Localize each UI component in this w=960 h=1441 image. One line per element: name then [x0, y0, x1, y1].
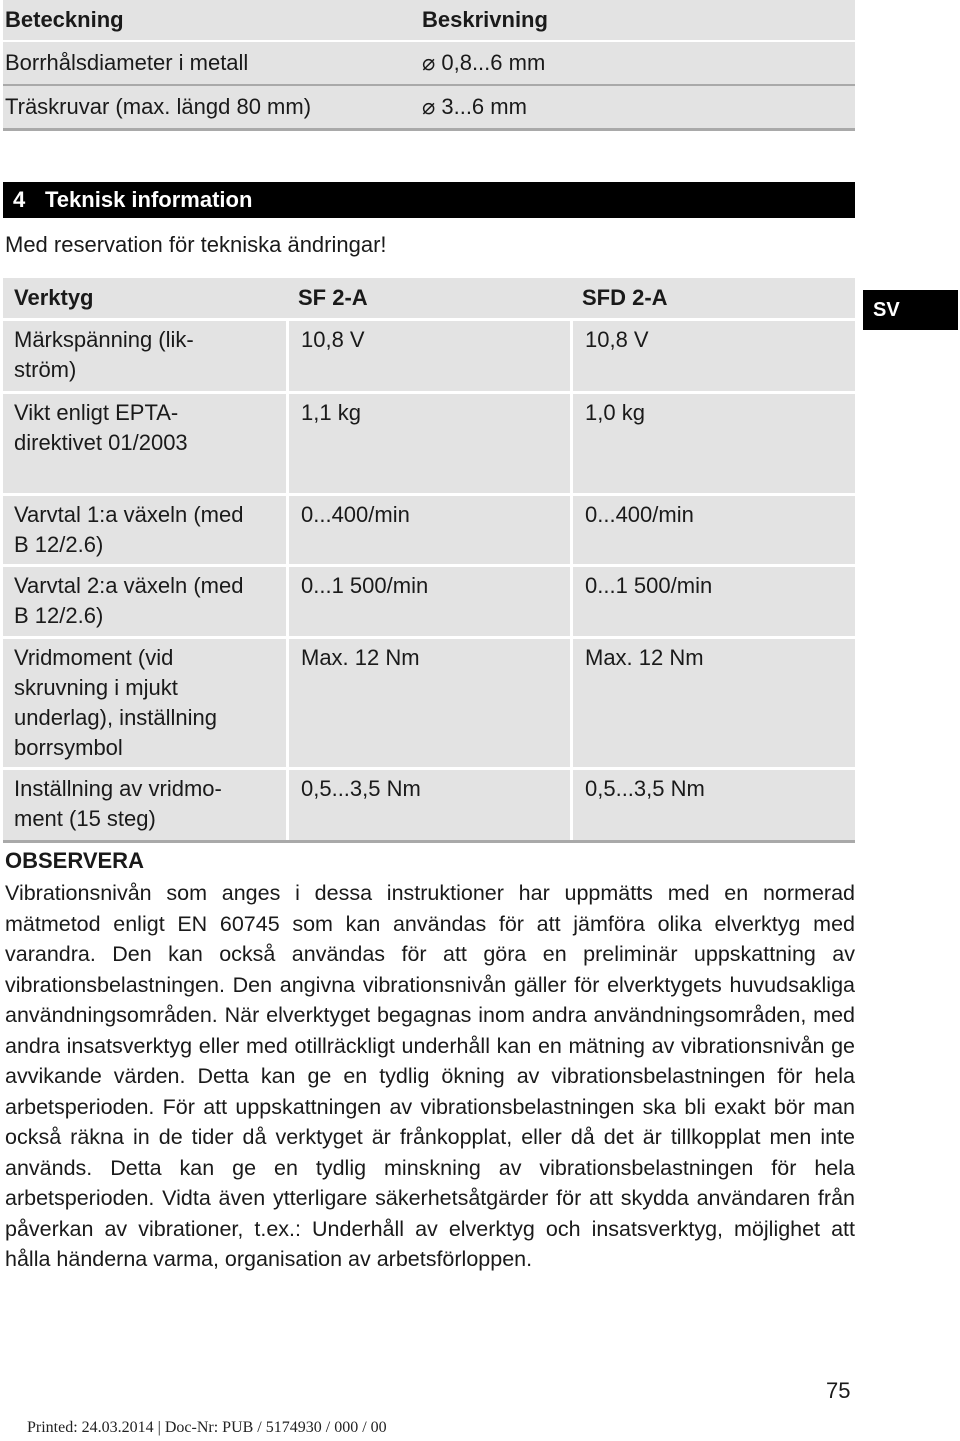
spec-value-sf: 0...400/min — [286, 496, 570, 564]
spec-label: Vikt enligt EPTA-direktivet 01/2003 — [14, 400, 188, 455]
spec-value-sf: 0,5...3,5 Nm — [286, 770, 570, 840]
header-designation: Beteckning — [5, 7, 124, 32]
row-label: Träskruvar (max. längd 80 mm) — [5, 94, 312, 119]
spec-value-sf: 1,1 kg — [286, 394, 570, 493]
technical-data-header — [3, 278, 855, 321]
spec-label: Vridmoment (vid skruvning i mjukt underlag), inställning borrsymbol — [14, 645, 218, 760]
spec-value-sf: 10,8 V — [286, 321, 570, 391]
designation-table — [3, 0, 855, 131]
spec-value-sfd: 0...400/min — [570, 496, 855, 564]
spec-label: Inställning av vridmo- ment (15 steg) — [14, 776, 222, 831]
section-title: Teknisk information — [45, 187, 253, 212]
note-title: OBSERVERA — [5, 848, 144, 873]
print-footer: Printed: 24.03.2014 | Doc-Nr: PUB / 5174930 / 000 / 00 — [27, 1419, 387, 1436]
row-value: ⌀ 0,8...6 mm — [422, 50, 546, 75]
reservation-note: Med reservation för tekniska ändringar! — [5, 232, 387, 257]
spec-value-sfd: 1,0 kg — [570, 394, 855, 493]
spec-value-sfd: Max. 12 Nm — [570, 639, 855, 767]
header-description: Beskrivning — [422, 7, 548, 32]
note-text: Vibrationsnivån som anges i dessa instruktioner har uppmätts med en normerad mätmetod enligt EN 60745 som kan användas för att jämföra olika elverktyg med varandra. Den kan också användas för att göra en preliminär uppskattning av vibrationsbelastningen. Den angivna vibrationsnivån gäller för elverktygets huvudsakliga användningsområden. När elverktyget begagnas inom andra användningsområden, med andra insatsverktyg eller med otillräckligt underhåll kan en mätning av vibrationsnivån ge avvikande värden. Detta kan ge en tydlig ökning av vibrationsbelastningen för hela arbetsperioden. För att uppskattningen av vibrationsbelastningen ska bli exakt bör man också räkna in de tider då verktyget är frånkopplat, eller då det är tillkopplat men inte används. Detta kan ge en tydlig minskning av vibrationsbelastningen för hela arbetsperioden. Vidta även ytterligare säkerhetsåtgärder för att skydda användaren från påverkan av vibrationer, t.ex.: Underhåll av elverktyg och insatsverktyg, möjlighet att hålla händerna varma, organisation av arbetsförloppen. — [5, 881, 855, 1271]
page-number: 75 — [826, 1378, 851, 1403]
spec-value-sf: 0...1 500/min — [286, 567, 570, 636]
table-row — [3, 567, 855, 639]
table-row — [3, 770, 855, 843]
row-label: Borrhålsdiameter i metall — [5, 50, 249, 75]
spec-value-sfd: 0,5...3,5 Nm — [570, 770, 855, 840]
technical-data-table — [3, 278, 855, 843]
section-heading — [3, 182, 855, 218]
spec-value-sfd: 0...1 500/min — [570, 567, 855, 636]
section-number: 4 — [13, 187, 26, 212]
table-row — [3, 86, 855, 131]
header-sfd: SFD 2-A — [582, 285, 668, 310]
spec-value-sf: Max. 12 Nm — [286, 639, 570, 767]
header-sf: SF 2-A — [298, 285, 368, 310]
table-row — [3, 639, 855, 770]
table-row — [3, 496, 855, 567]
row-value: ⌀ 3...6 mm — [422, 94, 527, 119]
spec-label: Märkspänning (lik- ström) — [14, 327, 194, 382]
spec-label: Varvtal 1:a växeln (med B 12/2.6) — [14, 502, 244, 557]
spec-label: Varvtal 2:a växeln (med B 12/2.6) — [14, 573, 244, 628]
table-row — [3, 321, 855, 394]
spec-value-sfd: 10,8 V — [570, 321, 855, 391]
designation-table-header — [3, 0, 855, 42]
language-tab: SV — [863, 290, 958, 330]
header-tool: Verktyg — [14, 285, 94, 310]
table-row — [3, 394, 855, 496]
table-row — [3, 42, 855, 86]
